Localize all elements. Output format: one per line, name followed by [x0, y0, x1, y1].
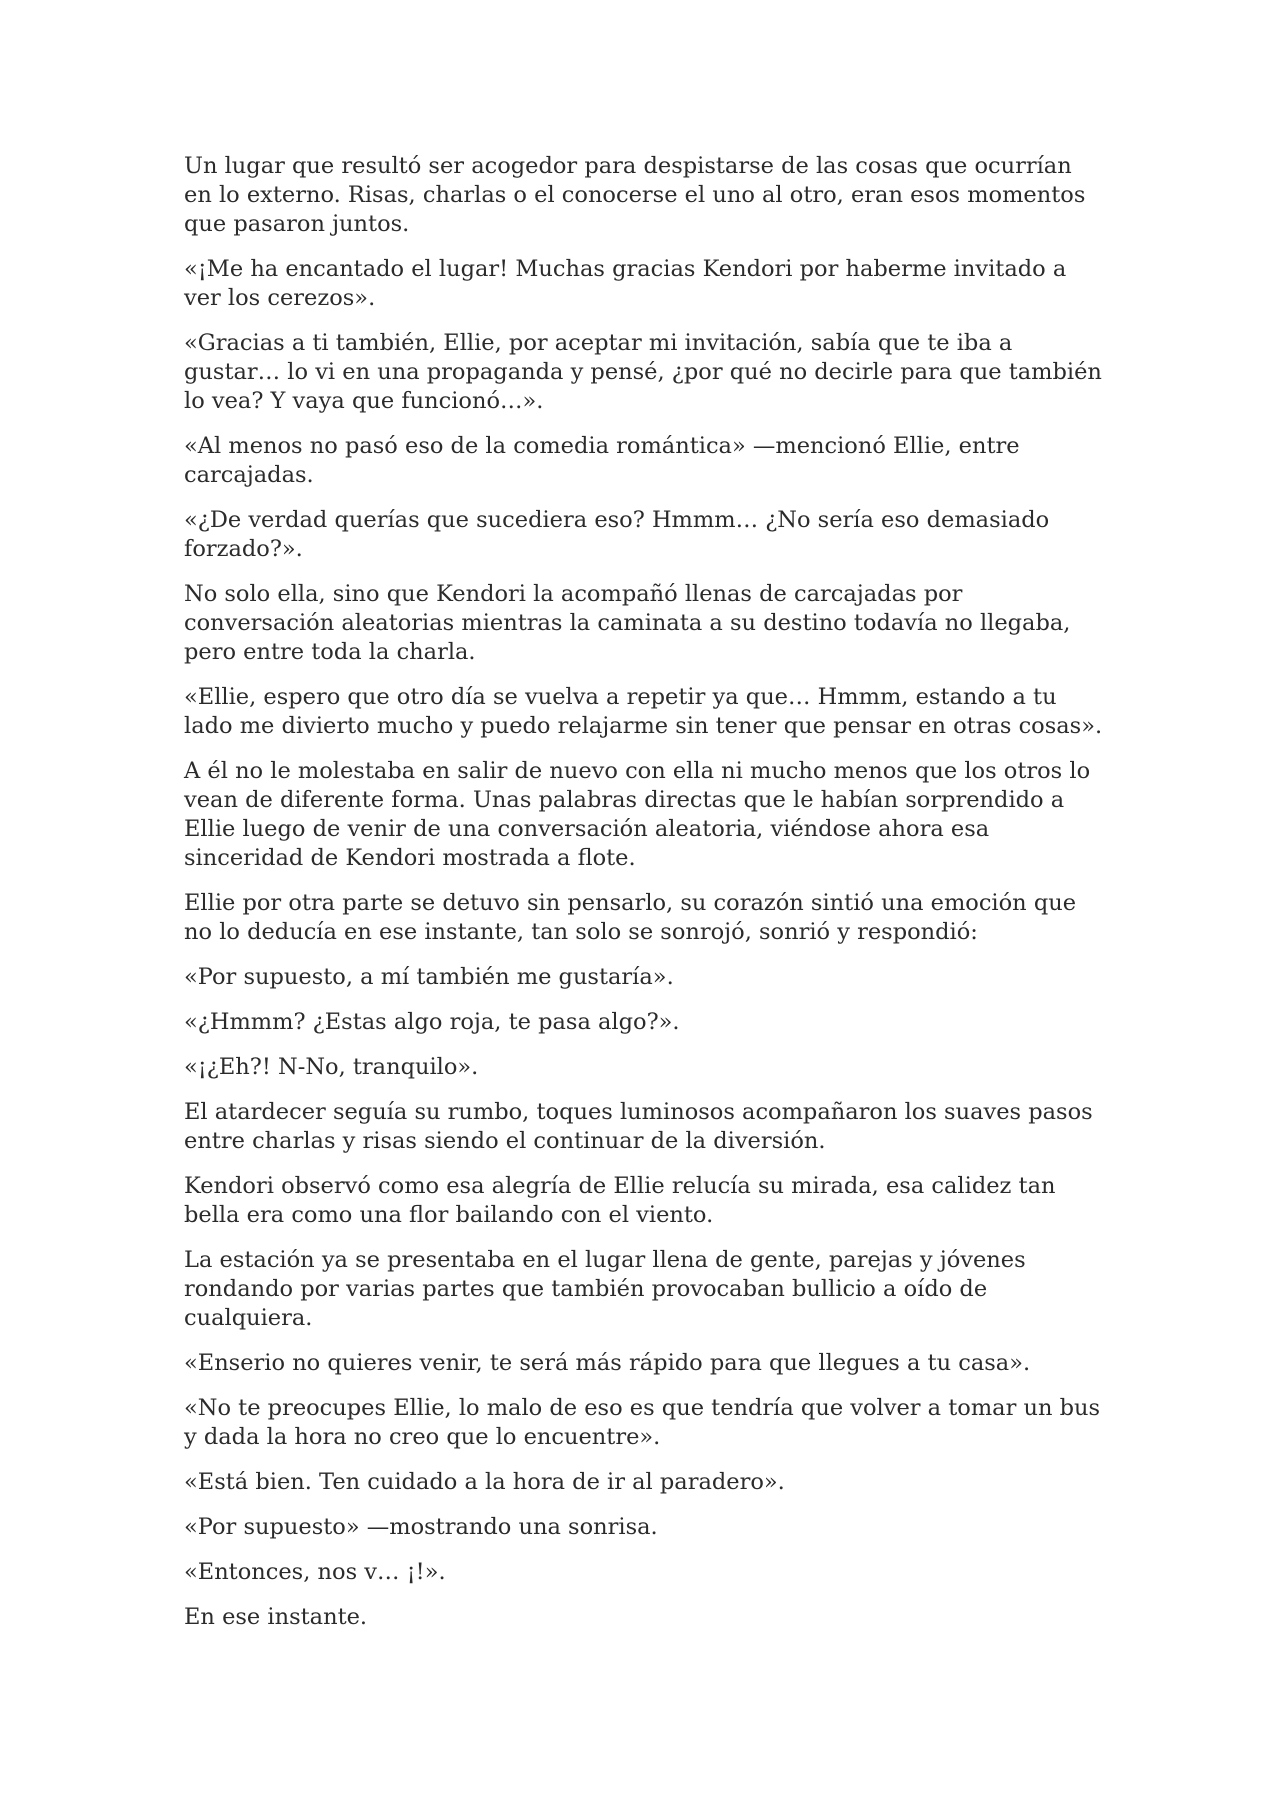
document-body: [184, 152, 1104, 1648]
paragraph: En ese instante.: [184, 1604, 368, 1630]
paragraph: El atardecer seguía su rumbo, toques luminosos acompañaron los suaves pasos entre charlas y risas siendo el continuar de la diversión.: [184, 1099, 1093, 1154]
paragraph: «No te preocupes Ellie, lo malo de eso es que tendría que volver a tomar un bus y dada la hora no creo que lo encuentre».: [184, 1395, 1101, 1450]
paragraph: La estación ya se presentaba en el lugar llena de gente, parejas y jóvenes rondando por varias partes que también provocaban bullicio a oído de cualquiera.: [184, 1247, 1026, 1331]
paragraph: No solo ella, sino que Kendori la acompañó llenas de carcajadas por conversación aleatorias mientras la caminata a su destino todavía no llegaba, pero entre toda la charla.: [184, 581, 1071, 665]
paragraph: «Gracias a ti también, Ellie, por aceptar mi invitación, sabía que te iba a gustar… lo vi en una propaganda y pensé, ¿por qué no decirle para que también lo vea? Y vaya que funcionó…».: [184, 330, 1102, 414]
paragraph: Kendori observó como esa alegría de Ellie relucía su mirada, esa calidez tan bella era como una flor bailando con el viento.: [184, 1173, 1056, 1228]
paragraph: «Ellie, espero que otro día se vuelva a repetir ya que… Hmmm, estando a tu lado me divierto mucho y puedo relajarme sin tener que pensar en otras cosas».: [184, 684, 1103, 739]
paragraph: «¿De verdad querías que sucediera eso? Hmmm… ¿No sería eso demasiado forzado?».: [184, 507, 1050, 562]
paragraph: «Está bien. Ten cuidado a la hora de ir al paradero».: [184, 1469, 785, 1495]
paragraph: «Enserio no quieres venir, te será más rápido para que llegues a tu casa».: [184, 1350, 1031, 1376]
paragraph: «¡Me ha encantado el lugar! Muchas gracias Kendori por haberme invitado a ver los cerezos».: [184, 256, 1067, 311]
paragraph: Un lugar que resultó ser acogedor para despistarse de las cosas que ocurrían en lo externo. Risas, charlas o el conocerse el uno al otro, eran esos momentos que pasaron juntos.: [184, 153, 1086, 237]
paragraph: «¿Hmmm? ¿Estas algo roja, te pasa algo?».: [184, 1009, 680, 1035]
paragraph: «Por supuesto, a mí también me gustaría».: [184, 964, 674, 990]
paragraph: «Entonces, nos v… ¡!».: [184, 1559, 446, 1585]
paragraph: «Al menos no pasó eso de la comedia romántica» —mencionó Ellie, entre carcajadas.: [184, 433, 1020, 488]
paragraph: A él no le molestaba en salir de nuevo con ella ni mucho menos que los otros lo vean de diferente forma. Unas palabras directas que le habían sorprendido a Ellie luego de venir de una conversación aleatoria, viéndose ahora esa sinceridad de Kendori mostrada a flote.: [184, 758, 1091, 871]
paragraph: «¡¿Eh?! N-No, tranquilo».: [184, 1054, 479, 1080]
paragraph: Ellie por otra parte se detuvo sin pensarlo, su corazón sintió una emoción que no lo deducía en ese instante, tan solo se sonrojó, sonrió y respondió:: [184, 890, 1077, 945]
paragraph: «Por supuesto» —mostrando una sonrisa.: [184, 1514, 658, 1540]
